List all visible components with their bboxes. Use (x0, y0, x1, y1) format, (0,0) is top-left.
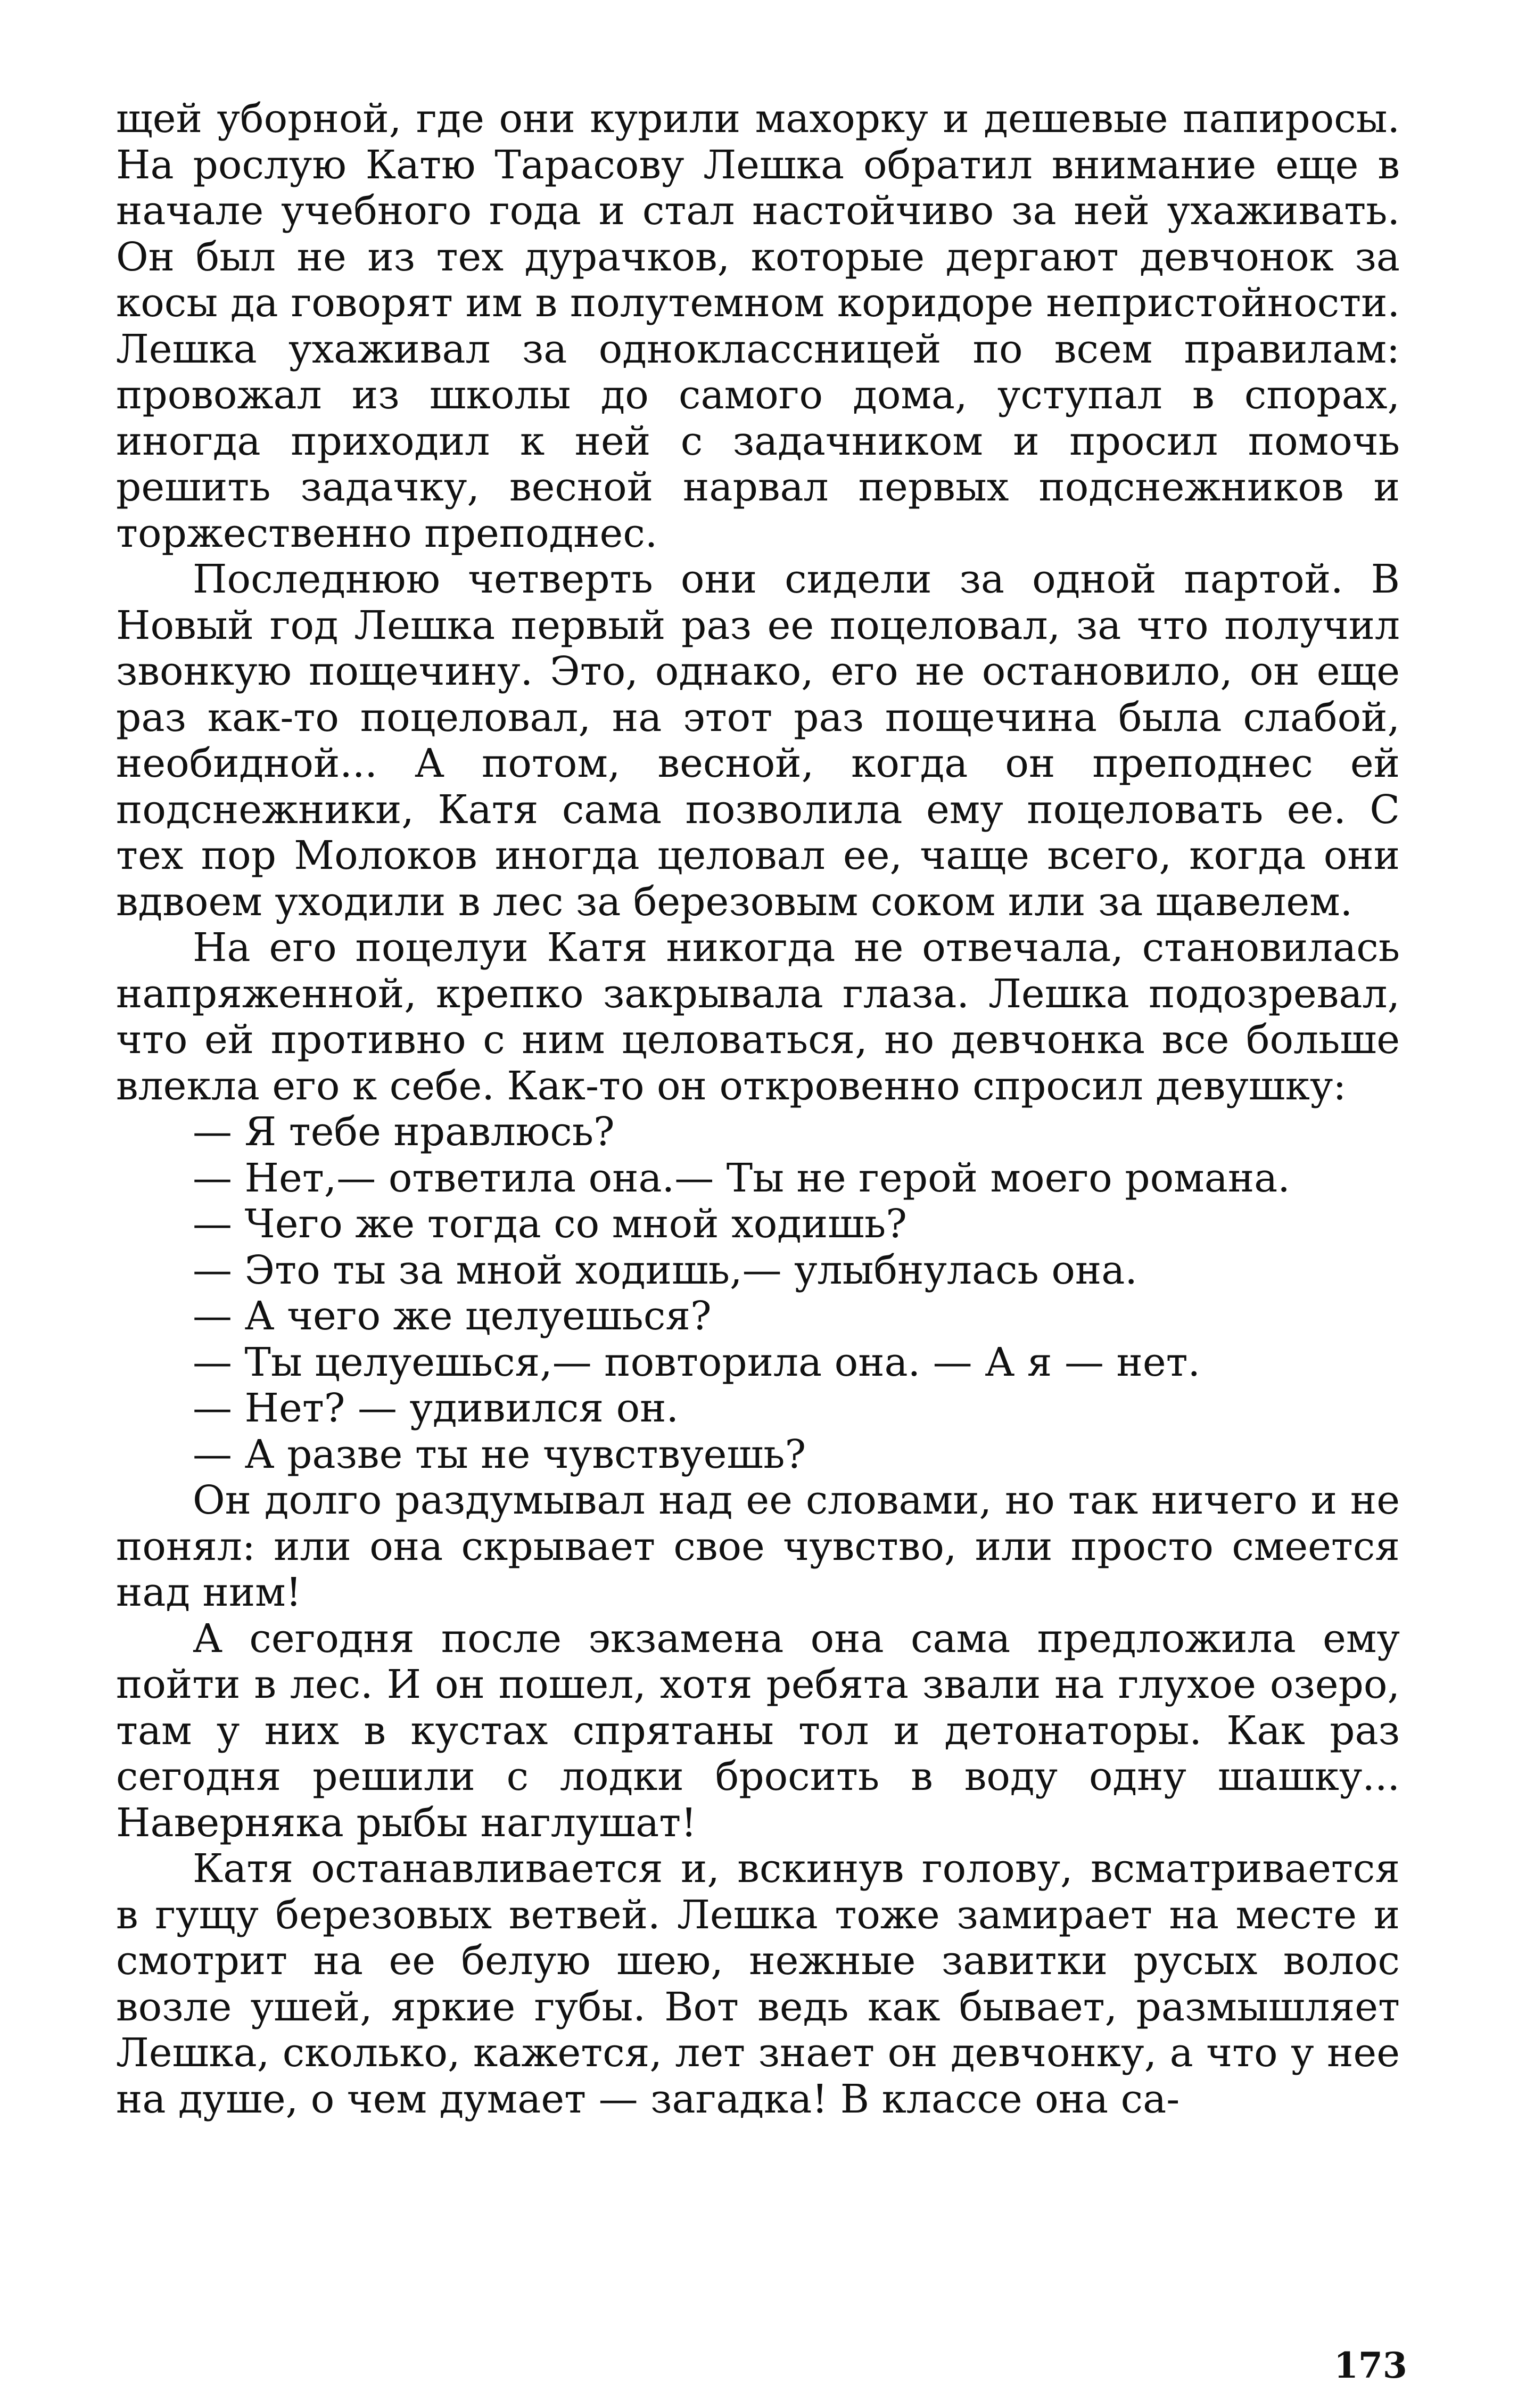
body-text (116, 96, 1400, 2122)
dialogue-line-7: — Нет? — удивился он. (193, 1385, 679, 1431)
dialogue-line-1: — Я тебе нравлюсь? (193, 1109, 615, 1155)
page-number: 173 (1334, 2345, 1407, 2386)
dialogue-line-6: — Ты целуешься,— повторила она. — А я — нет. (193, 1339, 1201, 1385)
paragraph-6: Катя останавливается и, вскинув голову, всматривается в гущу березовых ветвей. Лешка тоже замирает на месте и смотрит на ее белую шею, нежные завитки русых волос возле ушей, яркие губы. Вот ведь как бывает, размышляет Лешка, сколько, кажется, лет знает он девчонку, а что у нее на душе, о чем думает — загадка! В классе она са- (116, 1846, 1400, 2122)
dialogue-line-5: — А чего же целуешься? (193, 1293, 712, 1339)
dialogue-line-8: — А разве ты не чувствуешь? (193, 1431, 806, 1477)
paragraph-4: Он долго раздумывал над ее словами, но так ничего и не понял: или она скрывает свое чувство, или просто смеется над ним! (116, 1477, 1400, 1615)
paragraph-3: На его поцелуи Катя никогда не отвечала, становилась напряженной, крепко закрывала глаза. Лешка подозревал, что ей противно с ним целоваться, но девчонка все больше влекла его к себе. Как-то он откровенно спросил девушку: (116, 925, 1400, 1109)
dialogue-line-2: — Нет,— ответила она.— Ты не герой моего романа. (193, 1155, 1290, 1201)
paragraph-5: А сегодня после экзамена она сама предложила ему пойти в лес. И он пошел, хотя ребята звали на глухое озеро, там у них в кустах спрятаны тол и детонаторы. Как раз сегодня решили с лодки бросить в воду одну шашку... Наверняка рыбы наглушат! (116, 1615, 1400, 1846)
paragraph-2: Последнюю четверть они сидели за одной партой. В Новый год Лешка первый раз ее поцеловал, за что получил звонкую пощечину. Это, однако, его не остановило, он еще раз как-то поцеловал, на этот раз пощечина была слабой, необидной... А потом, весной, когда он преподнес ей подснежники, Катя сама позволила ему поцеловать ее. С тех пор Молоков иногда целовал ее, чаще всего, когда они вдвоем уходили в лес за березовым соком или за щавелем. (116, 556, 1400, 925)
dialogue-line-4: — Это ты за мной ходишь,— улыбнулась она. (193, 1247, 1137, 1293)
dialogue-line-3: — Чего же тогда со мной ходишь? (193, 1201, 907, 1247)
paragraph-1: щей уборной, где они курили махорку и дешевые папиросы. На рослую Катю Тарасову Лешка обратил внимание еще в начале учебного года и стал настойчиво за ней ухаживать. Он был не из тех дурачков, которые дергают девчонок за косы да говорят им в полутемном коридоре непристойности. Лешка ухаживал за одноклассницей по всем правилам: провожал из школы до самого дома, уступал в спорах, иногда приходил к ней с задачником и просил помочь решить задачку, весной нарвал первых подснежников и торжественно преподнес. (116, 96, 1400, 556)
